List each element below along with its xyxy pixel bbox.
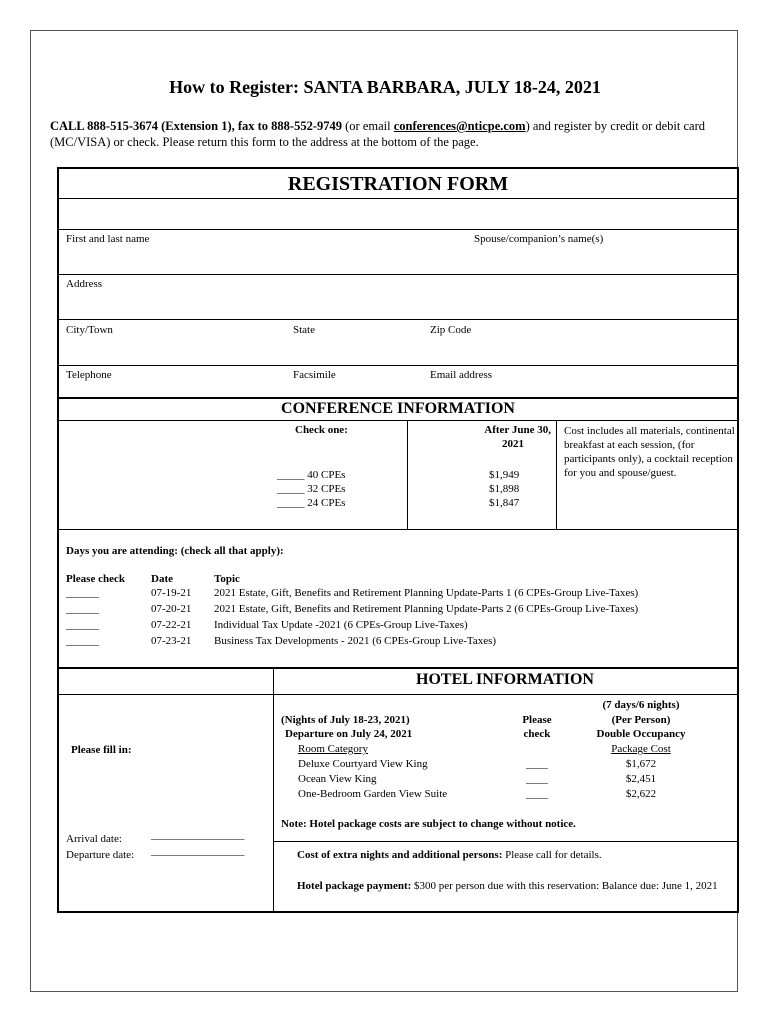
please-check-line1: Please [522,714,552,726]
intro-pre-email: (or email [342,119,394,133]
col-topic: Topic [214,573,240,585]
page-title: How to Register: SANTA BARBARA, JULY 18-24, 2021 [169,77,601,97]
room-name: One-Bedroom Garden View Suite [298,788,448,800]
day-date: 07-19-21 [151,587,192,599]
day-topic: 2021 Estate, Gift, Benefits and Retirement Planning Update-Parts 1 (6 CPEs-Group Live-Taxes) [214,587,639,599]
nights-line2: Departure on July 24, 2021 [285,728,413,740]
hotel-payment-label: Hotel package payment: [297,880,412,892]
telephone-label: Telephone [66,369,112,381]
divider [59,198,737,199]
state-label: State [293,324,315,336]
address-label: Address [66,278,103,290]
cpe-option-blank: _____ [277,497,305,509]
room-check-blank[interactable]: ____ [526,788,548,800]
room-name: Ocean View King [298,773,377,785]
conference-cost-note: Cost includes all materials, continental breakfast at each session, (for participants only), a cocktail reception for you and spouse/guest. [564,425,735,479]
package-line3: Double Occupancy [596,728,686,740]
col-date: Date [151,573,173,585]
check-one-label: Check one: [295,424,348,436]
day-check-blank[interactable]: ______ [66,619,99,631]
cpe-option-blank: _____ [277,469,305,481]
hotel-title: HOTEL INFORMATION [416,671,594,688]
arrival-date-label: Arrival date: [66,833,122,845]
room-name: Deluxe Courtyard View King [298,758,428,770]
price-header-line2: 2021 [502,438,524,450]
divider [273,841,737,842]
first-last-name-label: First and last name [66,233,150,245]
divider [407,420,408,529]
divider [59,274,737,275]
divider [59,365,737,366]
spouse-name-label: Spouse/companion’s name(s) [474,233,604,245]
cpe-option[interactable] [277,497,345,509]
departure-date-label: Departure date: [66,849,135,861]
registration-form [57,167,739,913]
cpe-price: $1,949 [489,469,520,481]
day-check-blank[interactable]: ______ [66,603,99,615]
day-check-blank[interactable]: ______ [66,587,99,599]
divider [59,420,737,421]
divider [59,694,737,695]
divider [59,319,737,320]
email-link[interactable]: conferences@nticpe.com [393,119,526,133]
section-divider [59,667,737,669]
extra-nights-label: Cost of extra nights and additional persons: [297,849,503,861]
cpe-option[interactable] [277,483,345,495]
day-date: 07-20-21 [151,603,192,615]
intro-paragraph [50,118,730,150]
zip-label: Zip Code [430,324,472,336]
day-topic: 2021 Estate, Gift, Benefits and Retirement Planning Update-Parts 2 (6 CPEs-Group Live-Taxes) [214,603,639,615]
package-cost-header: Package Cost [611,743,671,755]
intro-post-email: ) and register by credit or debit card (MC/VISA) or check. Please return this form to the address at the bottom of the page. [50,119,706,149]
room-cost: $2,622 [625,788,657,800]
room-check-blank[interactable]: ____ [526,758,548,770]
hotel-price-note: Note: Hotel package costs are subject to change without notice. [281,818,576,830]
col-please-check: Please check [66,573,125,585]
day-topic: Individual Tax Update -2021 (6 CPEs-Group Live-Taxes) [214,619,468,631]
city-label: City/Town [66,324,113,336]
cpe-price: $1,847 [489,497,520,509]
hotel-payment-text [297,879,727,893]
departure-date-input[interactable]: _________________ [151,845,245,857]
room-cost: $1,672 [625,758,657,770]
extra-nights-text [297,849,602,861]
email-label: Email address [430,369,493,381]
cpe-option-label: 32 CPEs [307,483,346,495]
room-category-header: Room Category [298,743,368,755]
section-divider [59,397,737,399]
divider [59,229,737,230]
day-date: 07-23-21 [151,635,192,647]
arrival-date-input[interactable]: _________________ [151,829,245,841]
divider [59,529,737,530]
please-fill-in-label: Please fill in: [71,744,132,756]
package-line1: (7 days/6 nights) [602,699,680,711]
day-topic: Business Tax Developments - 2021 (6 CPEs-Group Live-Taxes) [214,635,497,647]
day-check-blank[interactable]: ______ [66,635,99,647]
cpe-option[interactable] [277,469,345,481]
price-header-line1: After June 30, [484,424,551,436]
divider [556,420,557,529]
cpe-price: $1,898 [489,483,520,495]
cpe-option-blank: _____ [277,483,305,495]
facsimile-label: Facsimile [293,369,336,381]
cpe-option-label: 24 CPEs [307,497,346,509]
registration-title: REGISTRATION FORM [287,173,509,195]
room-check-blank[interactable]: ____ [526,773,548,785]
intro-phone-fax: CALL 888-515-3674 (Extension 1), fax to 888-552-9749 [50,119,343,133]
divider [273,667,274,911]
room-cost: $2,451 [625,773,657,785]
nights-line1: (Nights of July 18-23, 2021) [281,714,410,726]
cpe-option-label: 40 CPEs [307,469,346,481]
package-line2: (Per Person) [611,714,671,726]
please-check-line2: check [523,728,551,740]
conference-title: CONFERENCE INFORMATION [281,400,515,417]
hotel-payment-detail: $300 per person due with this reservation: Balance due: June 1, 2021 [411,880,718,892]
days-heading: Days you are attending: (check all that apply): [66,545,284,557]
extra-nights-detail: Please call for details. [502,849,602,861]
day-date: 07-22-21 [151,619,192,631]
